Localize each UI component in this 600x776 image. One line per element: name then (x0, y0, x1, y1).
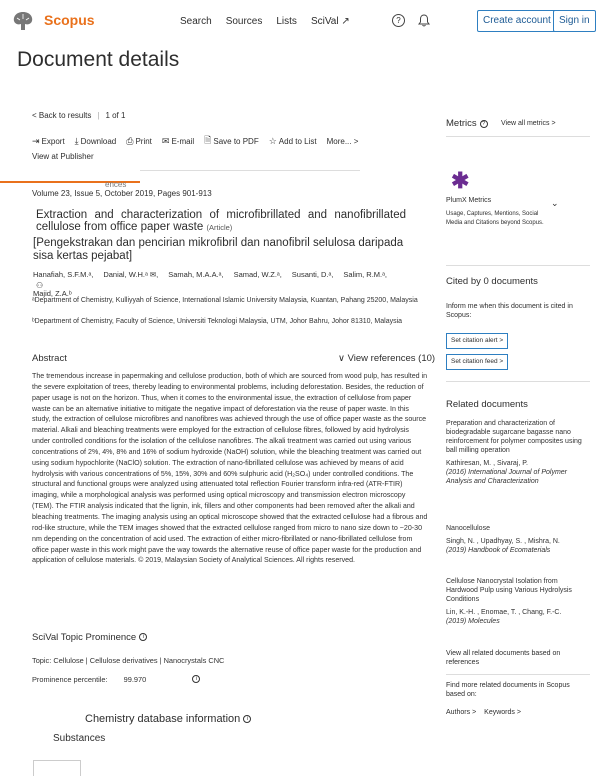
author-link[interactable]: Samah, M.A.A.ᵃ, (168, 270, 224, 279)
find-more-text: Find more related documents in Scopus based on: (446, 682, 570, 698)
volume-info: Volume 23, Issue 5, October 2019, Pages 901-913 (32, 189, 212, 198)
authors-link[interactable]: Authors > (446, 709, 477, 716)
email-icon: ✉ (161, 135, 170, 146)
top-header (0, 0, 600, 44)
references-tab[interactable]: ences (105, 180, 127, 189)
back-to-results-link[interactable]: < Back to results (32, 111, 92, 120)
related-document (446, 524, 588, 555)
email-label: E-mail (171, 136, 195, 146)
author-link[interactable]: Susanti, D.ᵃ, (291, 270, 334, 279)
print-button[interactable] (126, 133, 152, 149)
print-label: Print (135, 136, 152, 146)
article-title-text: Extraction and characterization of microfibrillated and nanofibrillated cellulose from office paper waste (36, 209, 406, 233)
view-at-publisher-link[interactable]: View at Publisher (32, 152, 94, 161)
main-nav (180, 16, 350, 27)
save-pdf-button[interactable] (204, 133, 259, 149)
prominence-row (32, 675, 200, 684)
prominence-value: 99.970 (123, 675, 147, 684)
nav-lists[interactable]: Lists (276, 16, 297, 27)
set-citation-alert-button[interactable]: Set citation alert > (446, 333, 508, 349)
pdf-icon: 🗎 (204, 135, 212, 145)
related-document-title[interactable]: Nanocellulose (446, 525, 490, 532)
related-document-source: (2016) International Journal of Polymer Analysis and Characterization (446, 469, 568, 485)
affiliation-b: ᵇDepartment of Chemistry, Faculty of Science, Universiti Teknologi Malaysia, UTM, Johor Bahru, Johor 81310, Malaysia (32, 318, 403, 325)
info-icon[interactable]: i (139, 633, 147, 641)
author-link[interactable]: Danial, W.H.ᵃ ✉, (103, 270, 159, 279)
add-to-list-button[interactable] (269, 133, 317, 149)
plumx-logo-icon: ✱ (451, 168, 470, 193)
info-icon[interactable]: ? (480, 120, 488, 128)
add-list-label: Add to List (278, 136, 317, 146)
elsevier-tree-icon (8, 9, 38, 31)
substances-heading: Substances (53, 733, 106, 744)
help-icon[interactable]: ? (392, 14, 405, 27)
more-button[interactable]: More... > (326, 136, 359, 146)
divider (446, 381, 590, 382)
sign-in-button[interactable]: Sign in (553, 10, 596, 32)
article-type: (Article) (206, 223, 233, 232)
create-account-button[interactable]: Create account (477, 10, 557, 32)
author-link[interactable]: Salim, R.M.ᵃ, (343, 270, 387, 279)
author-list (33, 270, 433, 298)
find-more-links (446, 709, 521, 716)
related-document (446, 419, 588, 486)
related-document-authors: Lin, K.-H. , Enomae, T. , Chang, F.-C. (446, 609, 562, 616)
related-document-title[interactable]: Preparation and characterization of biodegradable sugarcane bagasse nano reinforcement for polymer composites using ball milling operation (446, 420, 582, 454)
plumx-description: Usage, Captures, Mentions, Social Media and Citations beyond Scopus. (446, 211, 544, 226)
divider (140, 170, 360, 171)
scival-heading-text: SciVal Topic Prominence (32, 632, 137, 643)
prominence-label: Prominence percentile: (32, 675, 108, 684)
related-document-authors: Kathiresan, M. , Sivaraj, P. (446, 460, 528, 467)
view-references-toggle[interactable]: ∨ View references (10) (338, 353, 436, 364)
divider (446, 674, 590, 675)
print-icon: ⎙ (126, 135, 134, 146)
download-icon: ⤓ (74, 135, 79, 146)
chemistry-heading-text: Chemistry database information (85, 713, 241, 725)
document-toolbar (32, 133, 358, 149)
related-documents-heading: Related documents (446, 399, 528, 410)
author-link[interactable]: Hanafiah, S.F.M.ᵃ, (33, 270, 94, 279)
plumx-heading: PlumX Metrics (446, 197, 492, 204)
scival-topic[interactable]: Topic: Cellulose | Cellulose derivatives | Nanocrystals CNC (32, 656, 225, 665)
export-button[interactable] (32, 133, 65, 149)
related-document-authors: Singh, N. , Upadhyay, S. , Mishra, N. (446, 538, 560, 545)
keywords-link[interactable]: Keywords > (484, 709, 521, 716)
view-all-related-link[interactable]: View all related documents based on references (446, 650, 561, 666)
divider (446, 136, 590, 137)
breadcrumb-divider: | (97, 111, 100, 120)
save-pdf-label: Save to PDF (213, 136, 259, 146)
view-all-metrics-link[interactable]: View all metrics > (501, 120, 556, 127)
abstract-text: The tremendous increase in papermaking and cellulose production, both of which are sourced from wood pulp, has resulted in the severe exploitation of trees, thereby leading to environmental problems, including deforestation. Besides, the reduction of paper usage is not on the horizon. Thus, when it comes to the environmental issue, the extraction of cellulose from paper waste can be an alternative initiative to mitigate the negative impact of deforestation via the reuse of paper waste. In this study, the extraction of cellulose microfibres and nanofibres was achieved through the use of office paper waste as the source material. Alkali and bleaching treatments were employed for the extraction of cellulose fibres, followed by acid hydrolysis under controlled conditions for the isolation of the cellulose nanofibres. The alkali treatment was carried out using various concentrations of 2%, 4%, 8% and 16% of sodium hydroxide (NaOH) solution, while the bleaching treatment was carried out using sodium hypochlorite (NaClO) solution. The extraction of nano-fibrillated cellulose was achieved by means of acid hydrolysis with various concentrations of 5%, 15%, 30% and 60% sulphuric acid (H₂SO₄) under controlled conditions. The structural and functional groups were analyzed using attenuated total reflection Fourier transform infra-red (ATR-FTIR) imaging, while a morphological analysis was performed using optical microscopy and transmission electron microscopy (TEM). The FTIR analysis indicated that the lignin, ink, fillers and other components had been removed after the alkali and bleaching treatments. The imaging analysis using an optical microscope showed that the extracted cellulose had a fibrous and rod-like structure, while the TEM images showed that the extracted cellulose ranged from micro to nano size down to ~20-30 nm depending on the concentration of acid used. The extraction of either micro-fibrillated or nano-fibrillated cellulose from office paper waste in this work might pave the way towards the alternative reuse of office paper waste for the production and application of cellulose materials. © 2019, Malaysian Society of Analytical Sciences. All rights reserved. (32, 372, 428, 565)
info-icon[interactable]: i (243, 715, 251, 723)
inform-text: Inform me when this document is cited in Scopus: (446, 303, 573, 319)
brand-name: Scopus (44, 12, 95, 28)
info-icon[interactable]: i (192, 675, 200, 683)
metrics-heading-text: Metrics (446, 118, 477, 129)
affiliation-a: ᵃDepartment of Chemistry, Kulliyyah of Science, International Islamic University Malaysia, Kuantan, Pahang 25200, Malaysia (32, 297, 418, 304)
abstract-heading: Abstract (32, 353, 67, 364)
cited-by-heading: Cited by 0 documents (446, 276, 538, 287)
set-citation-feed-button[interactable]: Set citation feed > (446, 354, 508, 370)
related-document-source: (2019) Handbook of Ecomaterials (446, 547, 551, 554)
scopus-logo[interactable] (8, 9, 95, 31)
star-icon: ☆ (268, 135, 277, 146)
chevron-down-icon[interactable]: ⌄ (551, 198, 559, 208)
download-label: Download (80, 136, 117, 146)
page-title: Document details (17, 48, 180, 71)
email-button[interactable] (162, 133, 194, 149)
related-document-source: (2019) Molecules (446, 618, 500, 625)
person-icon[interactable]: ⚇ (36, 281, 44, 290)
breadcrumb (32, 111, 125, 120)
bell-icon[interactable] (418, 14, 430, 27)
author-link[interactable]: Samad, W.Z.ᵃ, (233, 270, 282, 279)
divider (446, 265, 590, 266)
nav-scival[interactable]: SciVal ↗ (310, 16, 350, 27)
result-position: 1 of 1 (105, 111, 126, 120)
article-title (36, 209, 406, 234)
nav-sources[interactable]: Sources (225, 16, 263, 27)
export-icon: ⇥ (32, 135, 40, 146)
related-document-title[interactable]: Cellulose Nanocrystal Isolation from Hardwood Pulp using Various Hydrolysis Conditions (446, 578, 572, 603)
chemistry-heading (85, 713, 251, 725)
export-label: Export (41, 136, 65, 146)
article-title-alt: [Pengekstrakan dan pencirian mikrofibril dan nanofibril selulosa daripada sisa kertas pejabat] (33, 237, 404, 262)
substance-card[interactable] (33, 760, 81, 776)
scival-heading (32, 632, 147, 643)
download-button[interactable] (75, 133, 117, 149)
nav-search[interactable]: Search (180, 16, 212, 27)
related-document (446, 577, 588, 626)
author-link[interactable]: Majid, Z.A.ᵇ (33, 289, 72, 298)
